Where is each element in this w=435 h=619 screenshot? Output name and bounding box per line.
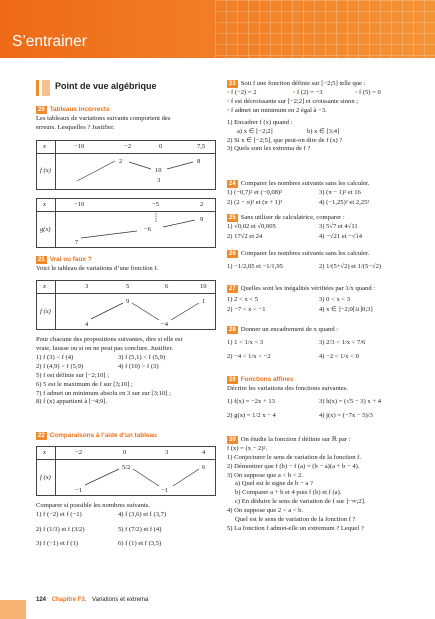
exercise-text: Les tableaux de variations suivants comportent des bbox=[36, 114, 171, 122]
exercise-text: f (x) = (x − 2)². bbox=[227, 444, 268, 452]
exercise-number: 21 bbox=[38, 257, 45, 263]
list-item: 3) 0 < x < 3 bbox=[319, 295, 351, 303]
variation-table-g bbox=[36, 198, 216, 248]
sub-question: b) Comparer a + b et 4 puis f (b) et f (a). bbox=[235, 489, 342, 497]
exercise-24 bbox=[227, 180, 417, 209]
list-item: 3) f (−1) et f (1) bbox=[36, 539, 78, 547]
table-x-label: x bbox=[43, 201, 46, 208]
table-x-value: 3 bbox=[165, 449, 169, 456]
exercise-22-items bbox=[36, 502, 216, 551]
exercise-number: 24 bbox=[229, 181, 236, 187]
table-f-value: 9 bbox=[126, 298, 130, 305]
question: 4) On suppose que 2 < a < b. bbox=[227, 507, 304, 515]
table-f-label: f (x) bbox=[40, 474, 51, 481]
list-item: • f est décroissante sur [−2;2] et croissante sinon ; bbox=[227, 98, 417, 107]
section-title-marker bbox=[42, 80, 50, 96]
question: 5) La fonction f admet-elle un extremum ? Lequel ? bbox=[227, 524, 364, 532]
question: 1) Encadrer f (x) quand : bbox=[227, 118, 293, 126]
exercise-20 bbox=[36, 106, 216, 133]
question: 2) Si x ∈ [−2;5], que peut-on dire de f (x) ? bbox=[227, 136, 343, 144]
table-x-value: 5 bbox=[126, 283, 130, 290]
sub-question: c) En déduire le sens de variation de f sur ]−∞;2]. bbox=[235, 498, 366, 506]
exercise-21-questions bbox=[36, 336, 216, 407]
exercise-title: Fonctions affines bbox=[240, 376, 294, 383]
table-x-value: 7,5 bbox=[197, 143, 206, 150]
table-x-value: 10 bbox=[200, 283, 207, 290]
exercise-number: 20 bbox=[38, 107, 45, 113]
exercise-number: 26 bbox=[229, 251, 236, 257]
list-item: 8) f (x) appartient à [−4;9]. bbox=[36, 398, 108, 406]
list-item: • f (5) = 0 bbox=[355, 89, 381, 98]
exercise-title: Comparaisons à l’aide d’un tableau bbox=[49, 432, 157, 439]
table-x-value: −10 bbox=[74, 143, 85, 150]
exercise-29 bbox=[227, 376, 417, 424]
exercise-28 bbox=[227, 326, 417, 365]
chapter-label: Chapitre F3. bbox=[51, 597, 87, 603]
list-item: 6) f (1) et f (3,5) bbox=[118, 539, 162, 547]
exercise-number: 27 bbox=[229, 286, 236, 292]
list-item: 7) f admet un minimum absolu en 3 sur sur [3;10] ; bbox=[36, 389, 171, 397]
chapter-subtitle: Variations et extrema bbox=[92, 597, 149, 603]
table-f-value: 3 bbox=[157, 177, 161, 184]
list-item: 1) 1 < 1/x < 3 bbox=[227, 338, 264, 346]
page-footer bbox=[36, 596, 148, 604]
table-g-value: 9 bbox=[200, 216, 204, 223]
table-x-value: 2 bbox=[200, 201, 204, 208]
list-item: 4) −2 < 1/x < 0 bbox=[319, 352, 359, 360]
exercise-title: Vrai ou faux ? bbox=[49, 256, 92, 263]
section-title bbox=[36, 80, 216, 96]
exercise-23 bbox=[227, 80, 417, 154]
table-f-value: 10 bbox=[155, 167, 162, 174]
exercise-title: Tableaux incorrects bbox=[49, 106, 110, 113]
question: 1) Conjecturer le sens de variation de la fonction f. bbox=[227, 453, 362, 461]
page-title: S’entrainer bbox=[12, 33, 87, 50]
table-x-value: 3 bbox=[85, 283, 89, 290]
exercise-27 bbox=[227, 285, 417, 316]
table-x-value: 6 bbox=[165, 283, 169, 290]
corner-decoration bbox=[0, 600, 26, 619]
list-item: 5) f (7/2) et f (4) bbox=[118, 525, 162, 533]
list-item: 4) f (10) > f (3) bbox=[118, 362, 159, 370]
exercise-text: Comparer si possible les nombres suivants. bbox=[36, 502, 150, 509]
table-g-value: 7 bbox=[75, 239, 79, 246]
list-item: 1) f (−2) et f (−1) bbox=[36, 510, 82, 518]
sub-question: a) Quel est le signe de b − a ? bbox=[235, 480, 313, 488]
list-item: 2) −4 < 1/x < −2 bbox=[227, 352, 271, 360]
question: 3) On suppose que a < b < 2. bbox=[227, 471, 304, 479]
exercise-text: Décrire les variations des fonctions suivantes. bbox=[227, 384, 348, 392]
table-f-value: 2 bbox=[119, 158, 123, 165]
list-item: 3) f (5,1) < f (5,9) bbox=[118, 353, 166, 361]
exercise-text: vraie, fausse ou si on ne peut pas conclure. Justifier. bbox=[36, 344, 173, 352]
question: 2) Démontrer que f (b) − f (a) = (b − a)(a + b − 4). bbox=[227, 462, 360, 470]
exercise-number: 25 bbox=[229, 215, 236, 221]
exercise-text: Quelles sont les inégalités vérifiées par 1/x quand : bbox=[240, 285, 376, 292]
exercise-21 bbox=[36, 256, 216, 274]
table-f-value: 6 bbox=[202, 464, 206, 471]
exercise-22 bbox=[36, 432, 216, 441]
exercise-number: 28 bbox=[229, 327, 236, 333]
table-f-label: f (x) bbox=[40, 167, 51, 174]
list-item: 2) f (4,9) > f (5,9) bbox=[36, 362, 84, 370]
list-item: 2) 17√2 et 24 bbox=[227, 232, 263, 240]
exercise-text: Comparer les nombres suivants sans les calculer. bbox=[240, 250, 370, 257]
exercise-text: Voici le tableau de variations d’une fonction f. bbox=[36, 264, 159, 272]
table-x-value: 0 bbox=[123, 449, 127, 456]
list-item: 4) x ∈ ]−2;0[∪]0;3] bbox=[319, 305, 373, 313]
table-f-value: −4 bbox=[161, 321, 169, 328]
table-x-label: x bbox=[43, 449, 46, 456]
variation-table-f bbox=[36, 280, 216, 330]
exercise-25 bbox=[227, 214, 417, 243]
list-item: 4) (−1,25)² et 2,25² bbox=[319, 198, 370, 206]
variation-arrows bbox=[37, 199, 217, 249]
list-item: • f admet un minimum en 2 égal à −3. bbox=[227, 107, 417, 116]
table-f-value: 5/2 bbox=[122, 464, 131, 471]
list-item: 2) −7 < x < −1 bbox=[227, 305, 266, 313]
list-item: 4) f (3,6) et f (3,7) bbox=[118, 510, 167, 518]
banner-grid-decoration bbox=[215, 0, 435, 58]
variation-table-f bbox=[36, 140, 216, 190]
list-item: • f (−2) = 2 bbox=[227, 89, 257, 98]
table-x-value: −5 bbox=[152, 201, 160, 208]
variation-table-f bbox=[36, 446, 216, 496]
exercise-30 bbox=[227, 436, 417, 534]
list-item: 6) 5 est le maximum de f sur [3;10] ; bbox=[36, 380, 133, 388]
list-item: 4) j(x) = (−7x − 5)/3 bbox=[319, 411, 373, 419]
list-item: 1) f (3) < f (4) bbox=[36, 353, 74, 361]
sub-question: Quel est le sens de variation de la fonction f ? bbox=[235, 516, 356, 524]
table-f-value: 4 bbox=[85, 321, 89, 328]
exercise-26 bbox=[227, 250, 417, 279]
page-number: 124 bbox=[36, 597, 47, 603]
exercise-text: erreurs. Lesquelles ? Justifier. bbox=[36, 123, 115, 131]
table-f-value: −1 bbox=[75, 487, 83, 494]
exercise-number: 30 bbox=[229, 437, 236, 443]
table-f-label: f (x) bbox=[40, 308, 51, 315]
header-banner bbox=[0, 0, 435, 58]
list-item: 1) −1/2,05 et −1/1,95 bbox=[227, 262, 283, 270]
exercise-text: Soit f une fonction définie sur [−2;5] telle que : bbox=[240, 80, 366, 87]
question: 3) Quels sont les extrema de f ? bbox=[227, 145, 311, 153]
table-f-value: 1 bbox=[202, 298, 206, 305]
exercise-text: Donner un encadrement de x quand : bbox=[240, 326, 339, 333]
exercise-number: 29 bbox=[229, 377, 236, 383]
variation-arrows bbox=[37, 281, 217, 331]
section-title-text: Point de vue algébrique bbox=[55, 81, 157, 91]
table-f-value: −1 bbox=[161, 487, 169, 494]
list-item: 2) g(x) = 1/2 x − 4 bbox=[227, 411, 276, 419]
list-item: 2) (2 − π)² et (π + 1)² bbox=[227, 198, 283, 206]
list-item: 3) h(x) = (√5 − 3) x + 4 bbox=[319, 397, 382, 405]
table-g-label: g(x) bbox=[40, 226, 51, 233]
table-x-value: −2 bbox=[75, 449, 83, 456]
table-x-value: 4 bbox=[202, 449, 206, 456]
exercise-number: 23 bbox=[229, 81, 236, 87]
list-item: 2) 1/(5+√2) et 1/(5−√2) bbox=[319, 262, 382, 270]
list-item: 3) 2/3 < 1/x < 7/6 bbox=[319, 338, 366, 346]
list-item: 5) f est définie sur [−2;10] ; bbox=[36, 371, 109, 379]
variation-arrows bbox=[37, 447, 217, 497]
table-x-value: −10 bbox=[74, 201, 85, 208]
list-item: 1) 2 < x < 5 bbox=[227, 295, 259, 303]
list-item: • f (2) = −3 bbox=[293, 89, 323, 98]
table-x-value: 0 bbox=[159, 143, 163, 150]
exercise-text: Sans utiliser de calculatrice, comparer : bbox=[240, 214, 345, 221]
variation-arrows bbox=[37, 141, 217, 191]
list-item: 4) −√21 et −√14 bbox=[319, 232, 363, 240]
exercise-text: Pour chacune des propositions suivantes, dire si elle est bbox=[36, 336, 183, 343]
table-x-value: −2 bbox=[124, 143, 132, 150]
list-item: 2) f (1/3) et f (3/2) bbox=[36, 525, 85, 533]
list-item: 1) √0,02 et √0,005 bbox=[227, 222, 276, 230]
exercise-number: 22 bbox=[38, 433, 45, 439]
table-f-value: 8 bbox=[197, 158, 201, 165]
exercise-text: On étudie la fonction f définie sur ℝ par : bbox=[240, 436, 351, 443]
table-x-label: x bbox=[43, 143, 46, 150]
list-item: b) x ∈ [3;4] bbox=[307, 127, 340, 135]
list-item: a) x ∈ [−2;2] bbox=[237, 127, 273, 135]
list-item: 3) 5√7 et 4√11 bbox=[319, 222, 358, 230]
list-item: 1) (−0,7)² et (−0,08)² bbox=[227, 188, 283, 196]
list-item: 3) (π − 1)² et 16 bbox=[319, 188, 361, 196]
exercise-text: Comparer les nombres suivants sans les calculer. bbox=[240, 180, 370, 187]
table-g-value: −6 bbox=[144, 226, 152, 233]
table-x-label: x bbox=[43, 283, 46, 290]
list-item: 1) f(x) = −2x + 13 bbox=[227, 397, 275, 405]
